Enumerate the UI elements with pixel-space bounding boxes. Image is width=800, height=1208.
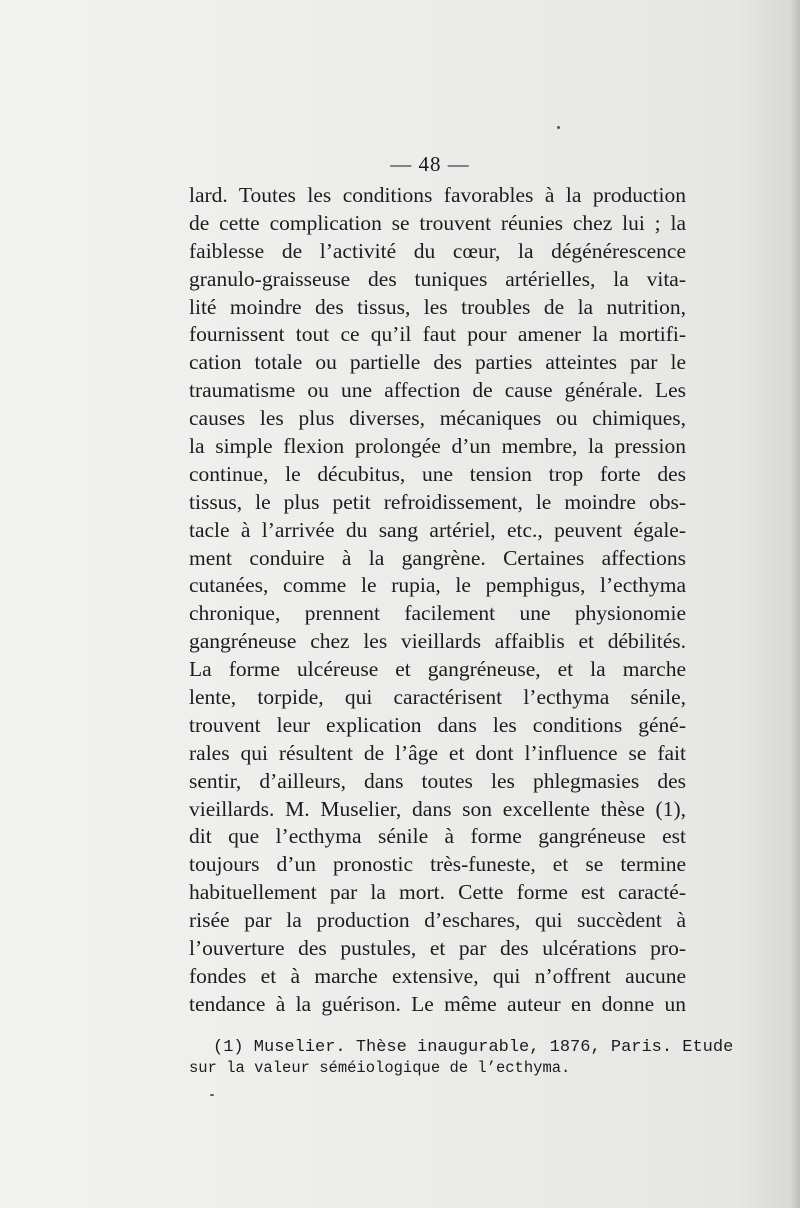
text-line: trouvent leur explication dans les conditions géné- xyxy=(189,712,686,737)
footnote-line: sur la valeur séméiologique de l’ecthyma. xyxy=(189,1059,571,1077)
text-line: cutanées, comme le rupia, le pemphigus, l’ecthyma xyxy=(189,573,686,598)
text-line: tissus, le plus petit refroidissement, le moindre obs- xyxy=(189,489,686,514)
text-line: fondes et à marche extensive, qui n’offrent aucune xyxy=(189,963,686,988)
text-line: l’ouverture des pustules, et par des ulcérations pro- xyxy=(189,936,686,961)
text-line: habituellement par la mort. Cette forme est caracté- xyxy=(189,880,686,905)
text-line: causes les plus diverses, mécaniques ou chimiques, xyxy=(189,406,686,431)
text-line: rales qui résultent de l’âge et dont l’influence se fait xyxy=(189,740,686,765)
text-line: de cette complication se trouvent réunies chez lui ; la xyxy=(189,210,686,235)
text-line: lard. Toutes les conditions favorables à la production xyxy=(189,183,686,207)
text-line: granulo-graisseuse des tuniques artérielles, la vita- xyxy=(189,266,686,291)
page-edge-shadow xyxy=(790,0,800,1208)
text-line: ment conduire à la gangrène. Certaines affections xyxy=(189,545,686,570)
page-number: — 48 — xyxy=(390,152,470,176)
ink-speck xyxy=(210,1094,214,1096)
text-line: tacle à l’arrivée du sang artériel, etc., peuvent égale- xyxy=(189,517,686,542)
text-line: lité moindre des tissus, les troubles de la nutrition, xyxy=(189,294,686,319)
text-line: continue, le décubitus, une tension trop forte des xyxy=(189,461,686,486)
text-line: faiblesse de l’activité du cœur, la dégénérescence xyxy=(189,238,686,263)
ink-speck xyxy=(557,126,560,129)
text-line: risée par la production d’eschares, qui succèdent à xyxy=(189,908,686,933)
text-line: vieillards. M. Muselier, dans son excellente thèse (1), xyxy=(189,796,686,821)
text-line: toujours d’un pronostic très-funeste, et se termine xyxy=(189,852,686,877)
body-text xyxy=(189,182,686,1019)
text-line: gangréneuse chez les vieillards affaiblis et débilités. xyxy=(189,629,686,654)
text-line: tendance à la guérison. Le même auteur en donne un xyxy=(189,991,686,1016)
text-line: fournissent tout ce qu’il faut pour amener la mortifi- xyxy=(189,322,686,347)
text-line: La forme ulcéreuse et gangréneuse, et la marche xyxy=(189,657,686,682)
text-line: dit que l’ecthyma sénile à forme gangréneuse est xyxy=(189,824,686,849)
text-line: traumatisme ou une affection de cause générale. Les xyxy=(189,378,686,403)
text-line: la simple flexion prolongée d’un membre, la pression xyxy=(189,434,686,459)
text-line: chronique, prennent facilement une physionomie xyxy=(189,601,686,626)
footnote xyxy=(189,1038,734,1078)
footnote-line: (1) Muselier. Thèse inaugurable, 1876, Paris. Etude xyxy=(213,1038,734,1057)
text-line: lente, torpide, qui caractérisent l’ecthyma sénile, xyxy=(189,685,686,710)
text-line: cation totale ou partielle des parties atteintes par le xyxy=(189,350,686,375)
text-line: sentir, d’ailleurs, dans toutes les phlegmasies des xyxy=(189,768,686,793)
